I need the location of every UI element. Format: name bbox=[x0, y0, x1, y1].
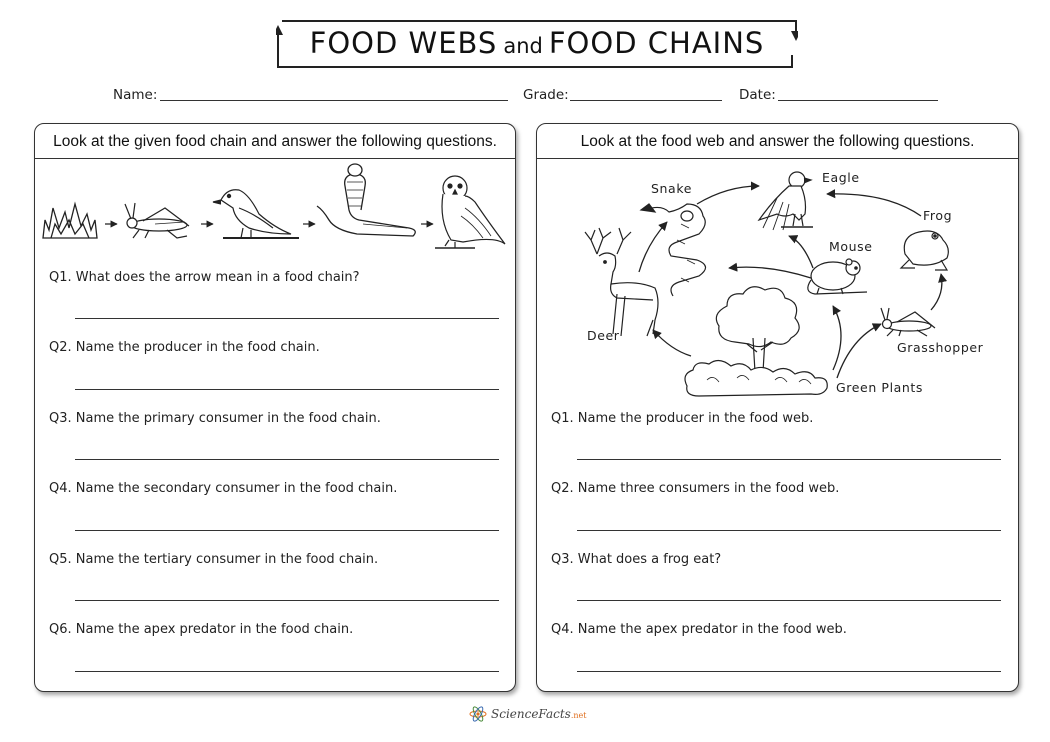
left-answer-line-3[interactable] bbox=[75, 459, 499, 460]
food-chain-panel-header: Look at the given food chain and answer the following questions. bbox=[35, 124, 515, 159]
frog-icon bbox=[901, 231, 948, 270]
date-label: Date: bbox=[739, 87, 776, 103]
grasshopper-icon bbox=[125, 203, 189, 238]
grade-field[interactable] bbox=[570, 100, 722, 101]
site-logo bbox=[469, 704, 586, 724]
mouse-label: Mouse bbox=[829, 239, 873, 254]
eagle-label: Eagle bbox=[822, 170, 860, 185]
left-answer-line-1[interactable] bbox=[75, 318, 499, 319]
logo-name: ScienceFacts bbox=[491, 707, 571, 721]
snake-icon bbox=[317, 164, 415, 236]
deer-icon bbox=[585, 228, 658, 336]
left-question-1: Q1. What does the arrow mean in a food chain? bbox=[49, 270, 360, 285]
fire-icon bbox=[43, 204, 97, 238]
atom-icon bbox=[469, 705, 487, 723]
plants-icon bbox=[685, 287, 827, 396]
right-question-3: Q3. What does a frog eat? bbox=[551, 552, 722, 567]
right-answer-line-1[interactable] bbox=[577, 459, 1001, 460]
right-question-1: Q1. Name the producer in the food web. bbox=[551, 411, 814, 426]
snake-web-icon bbox=[641, 204, 706, 296]
snake-label: Snake bbox=[651, 181, 693, 196]
owl-icon bbox=[435, 176, 505, 248]
left-question-3: Q3. Name the primary consumer in the food chain. bbox=[49, 411, 381, 426]
worksheet-title bbox=[276, 19, 798, 69]
right-answer-line-3[interactable] bbox=[577, 600, 1001, 601]
left-question-4: Q4. Name the secondary consumer in the food chain. bbox=[49, 481, 398, 496]
left-answer-line-5[interactable] bbox=[75, 600, 499, 601]
left-question-5: Q5. Name the tertiary consumer in the food chain. bbox=[49, 552, 379, 567]
title-conjunction: and bbox=[503, 34, 543, 58]
right-answer-line-4[interactable] bbox=[577, 671, 1001, 672]
left-question-2: Q2. Name the producer in the food chain. bbox=[49, 340, 320, 355]
logo-suffix: .net bbox=[570, 711, 587, 720]
name-label: Name: bbox=[113, 87, 158, 103]
title-text bbox=[276, 26, 798, 60]
right-question-2: Q2. Name three consumers in the food web. bbox=[551, 481, 840, 496]
grade-label: Grade: bbox=[523, 87, 569, 103]
right-answer-line-2[interactable] bbox=[577, 530, 1001, 531]
grasshopper-web-icon bbox=[881, 308, 935, 336]
logo-text bbox=[491, 707, 586, 721]
food-chain-illustration bbox=[35, 124, 515, 254]
title-part1: FOOD WEBS bbox=[309, 26, 498, 60]
mouse-icon bbox=[808, 259, 867, 294]
deer-label: Deer bbox=[587, 328, 620, 343]
frog-label: Frog bbox=[923, 208, 953, 223]
food-web-panel-header: Look at the food web and answer the following questions. bbox=[537, 124, 1018, 159]
name-field[interactable] bbox=[160, 100, 508, 101]
left-answer-line-2[interactable] bbox=[75, 389, 499, 390]
food-web-illustration bbox=[537, 124, 1018, 404]
food-web-panel bbox=[536, 123, 1019, 692]
grasshopper-label: Grasshopper bbox=[897, 340, 984, 355]
title-part2: FOOD CHAINS bbox=[548, 26, 765, 60]
left-answer-line-6[interactable] bbox=[75, 671, 499, 672]
eagle-icon bbox=[759, 172, 813, 230]
date-field[interactable] bbox=[778, 100, 938, 101]
food-chain-panel bbox=[34, 123, 516, 692]
left-question-6: Q6. Name the apex predator in the food chain. bbox=[49, 622, 354, 637]
plants-label: Green Plants bbox=[836, 380, 924, 395]
bird-icon bbox=[213, 190, 299, 238]
left-answer-line-4[interactable] bbox=[75, 530, 499, 531]
right-question-4: Q4. Name the apex predator in the food web. bbox=[551, 622, 847, 637]
